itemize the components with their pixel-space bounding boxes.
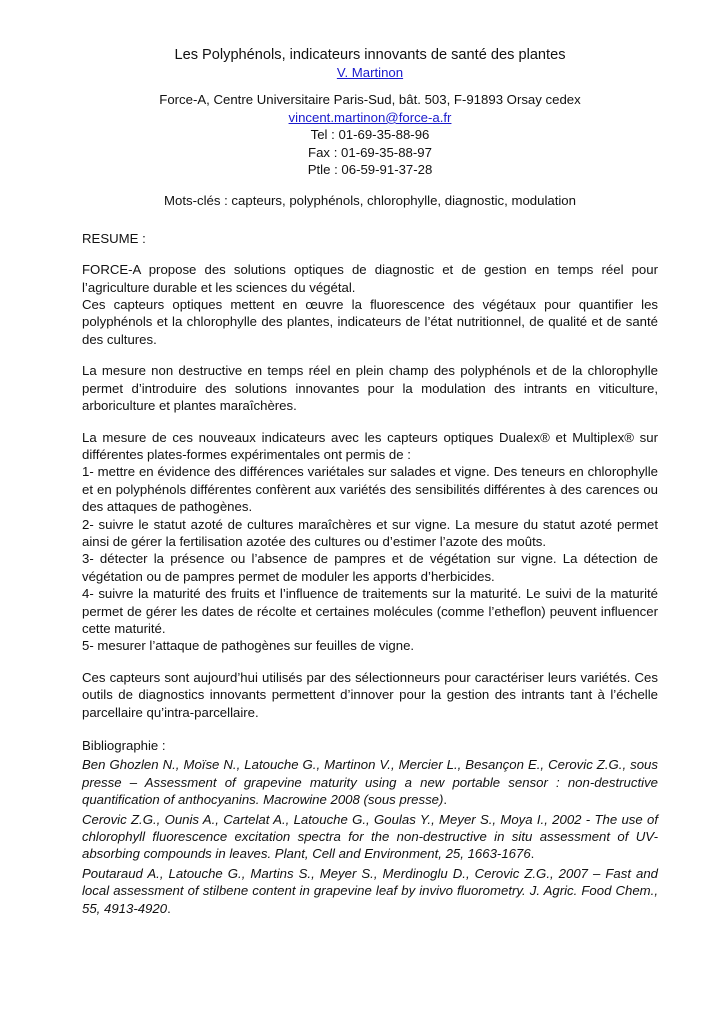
email-link[interactable]: vincent.martinon@force-a.fr (288, 109, 452, 125)
resume-heading: RESUME : (82, 230, 146, 246)
result-item-2: 2- suivre le statut azoté de cultures maraîchères et sur vigne. La mesure du statut azoté permet ainsi de gérer la fertilisation azotée des cultures ou d’estimer l’azote des moûts. (82, 516, 658, 549)
header-block (82, 46, 658, 210)
reference-3-text: Poutaraud A., Latouche G., Martins S., Meyer S., Merdinoglu D., Cerovic Z.G., 2007 – Fast and local assessment of stilbene content in grapevine leaf by invivo fluorometry. J. Agric. Food Chem., 55, 4913-4920 (82, 865, 658, 916)
resume-paragraph-1: FORCE-A propose des solutions optiques de diagnostic et de gestion en temps réel pour l’agriculture durable et les sciences du végétal. (82, 262, 658, 295)
reference-1 (82, 756, 658, 808)
reference-2 (82, 811, 658, 863)
affiliation: Force-A, Centre Universitaire Paris-Sud, bât. 503, F-91893 Orsay cedex (159, 92, 581, 108)
reference-1-period: . (443, 792, 448, 808)
document-title: Les Polyphénols, indicateurs innovants de santé des plantes (174, 47, 566, 63)
resume-paragraph-2: Ces capteurs optiques mettent en œuvre la fluorescence des végétaux pour quantifier les polyphénols et la chlorophylle des plantes, indicateurs de l’état nutritionnel, de qualité et de santé des cultures. (82, 297, 658, 347)
tel-line: Tel : 01-69-35-88-96 (310, 127, 430, 143)
affiliation-block (82, 91, 658, 178)
author-link[interactable]: V. Martinon (336, 65, 404, 80)
resume-paragraph-3: La mesure non destructive en temps réel en plein champ des polyphénols et de la chlorophylle permet d’introduire des solutions innovantes pour la modulation des intrants en viticulture, arboriculture et plantes maraîchères. (82, 363, 658, 414)
bibliography-heading: Bibliographie : (82, 738, 166, 753)
reference-3-period: . (167, 900, 171, 916)
reference-1-text: Ben Ghozlen N., Moïse N., Latouche G., Martinon V., Mercier L., Besançon E., Cerovic Z.G., sous presse – Assessment of grapevine maturity using a new portable sensor : non-destructive quantification of anthocyanins. Macrowine 2008 (sous presse) (82, 757, 658, 808)
result-item-4: 4- suivre la maturité des fruits et l’influence de traitements sur la maturité. Le suivi de la maturité permet de gérer les dates de récolte et certaines molécules (comme l’etheflon) peuvent influencer cette maturité. (82, 586, 658, 636)
reference-2-text: Cerovic Z.G., Ounis A., Cartelat A., Latouche G., Goulas Y., Meyer S., Moya I., 2002 - The use of chlorophyll fluorescence excitation spectra for the non-destructive in situ assessment of UV-absorbing compounds in leaves. Plant, Cell and Environment, 25, 1663-1676 (82, 811, 658, 862)
fax-line: Fax : 01-69-35-88-97 (308, 144, 432, 160)
result-item-3: 3- détecter la présence ou l’absence de pampres et de végétation sur vigne. La détection de végétation ou de pampres permet de moduler les apports d’herbicides. (82, 551, 658, 584)
ptle-line: Ptle : 06-59-91-37-28 (307, 162, 433, 178)
results-intro: La mesure de ces nouveaux indicateurs avec les capteurs optiques Dualex® et Multiplex® sur différentes plates-formes expérimentales ont permis de : (82, 429, 658, 462)
resume-intro (82, 261, 658, 348)
result-item-5: 5- mesurer l’attaque de pathogènes sur feuilles de vigne. (82, 638, 415, 654)
reference-2-period: . (530, 846, 535, 862)
resume-paragraph-5: Ces capteurs sont aujourd’hui utilisés par des sélectionneurs pour caractériser leurs variétés. Ces outils de diagnostics innovants permettent d’innover pour la gestion des intrants tant à l’échelle parcellaire qu’intra-parcellaire. (82, 669, 658, 720)
reference-3 (82, 865, 658, 917)
keywords-line: Mots-clés : capteurs, polyphénols, chlorophylle, diagnostic, modulation (164, 193, 576, 209)
results-block (82, 429, 658, 655)
result-item-1: 1- mettre en évidence des différences variétales sur salades et vigne. Des teneurs en chlorophylle et en polyphénols différentes confèrent aux variétés des sensibilités différentes à des carences ou des attaques de pathogènes. (82, 464, 658, 515)
